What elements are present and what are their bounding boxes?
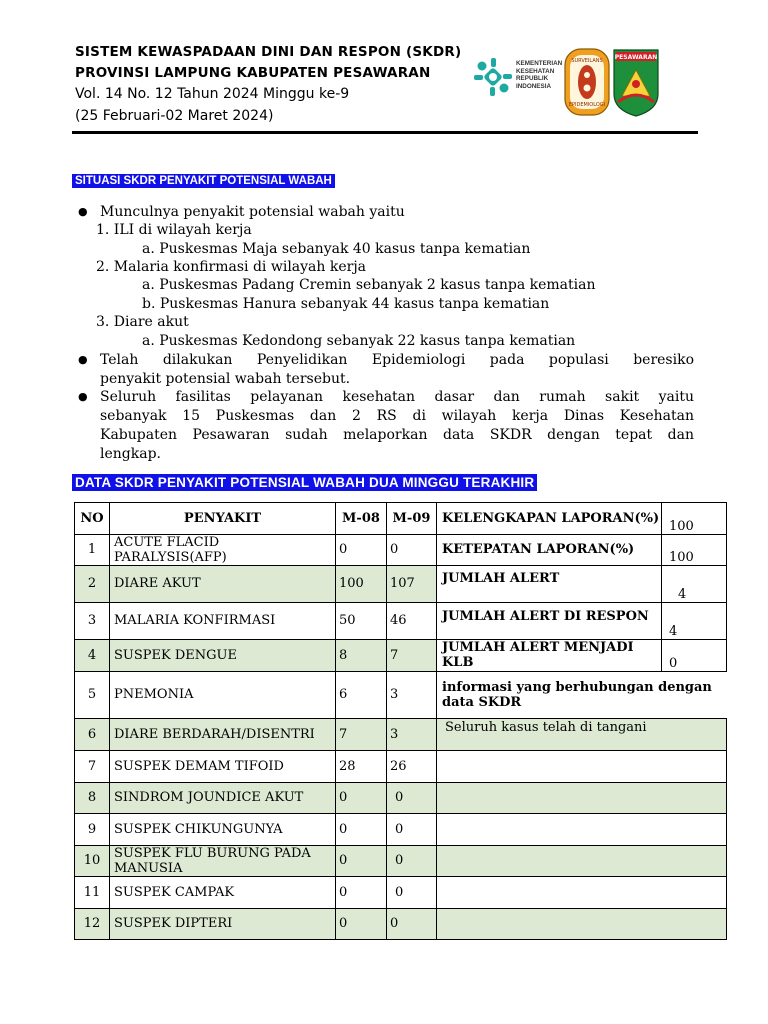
table-row [75, 845, 727, 877]
report-title-line2: PROVINSI LAMPUNG KABUPATEN PESAWARAN [75, 65, 431, 81]
list-item-1: 1. ILI di wilayah kerja [96, 222, 252, 238]
row-no: 4 [75, 640, 110, 672]
row-m08: 0 [336, 877, 387, 909]
row-no: 5 [75, 671, 110, 718]
row-no: 12 [75, 908, 110, 940]
header-rule [72, 131, 698, 134]
row-m08: 50 [336, 602, 387, 640]
table-row [75, 602, 727, 640]
empty-cell [437, 877, 727, 909]
logos [472, 48, 662, 118]
kemenkes-logo [472, 56, 514, 98]
row-no: 2 [75, 566, 110, 603]
row-penyakit: SUSPEK DIPTERI [110, 908, 336, 940]
empty-cell [437, 845, 727, 877]
row-m09: 3 [387, 671, 437, 718]
empty-cell [437, 814, 727, 846]
summary-label: JUMLAH ALERT DI RESPON [437, 602, 662, 640]
row-m08: 0 [336, 782, 387, 814]
table-row [75, 908, 727, 940]
empty-cell [437, 782, 727, 814]
row-penyakit: SUSPEK CAMPAK [110, 877, 336, 909]
row-penyakit: MALARIA KONFIRMASI [110, 602, 336, 640]
table-row [75, 671, 727, 718]
section-title-data: DATA SKDR PENYAKIT POTENSIAL WABAH DUA MINGGU TERAKHIR [72, 474, 537, 491]
bullet-text-1: Munculnya penyakit potensial wabah yaitu [100, 204, 405, 220]
list-item-1a: a. Puskesmas Maja sebanyak 40 kasus tanpa kematian [142, 241, 531, 257]
row-no: 6 [75, 718, 110, 751]
report-volume: Vol. 14 No. 12 Tahun 2024 Minggu ke-9 [75, 86, 350, 102]
summary-value: 100 [662, 534, 727, 566]
row-penyakit: DIARE BERDARAH/DISENTRI [110, 718, 336, 751]
row-m09: 46 [387, 602, 437, 640]
row-no: 3 [75, 602, 110, 640]
table-row [75, 751, 727, 783]
bullet-text-3-line2: sebanyak 15 Puskesmas dan 2 RS di wilayah kerja Dinas Kesehatan [100, 408, 694, 424]
row-m08: 28 [336, 751, 387, 783]
row-m09: 0 [387, 877, 437, 909]
table-row [75, 566, 727, 603]
row-no: 11 [75, 877, 110, 909]
table-row [75, 534, 727, 566]
row-penyakit: SUSPEK DENGUE [110, 640, 336, 672]
summary-label: KETEPATAN LAPORAN(%) [437, 534, 662, 566]
col-header-m08: M-08 [336, 503, 387, 535]
col-header-no: NO [75, 503, 110, 535]
summary-label: JUMLAH ALERT [437, 566, 662, 603]
row-penyakit: DIARE AKUT [110, 566, 336, 603]
col-header-m09: M-09 [387, 503, 437, 535]
summary-value: 0 [662, 640, 727, 672]
row-m09: 26 [387, 751, 437, 783]
svg-text:EPIDEMIOLOGI: EPIDEMIOLOGI [568, 102, 606, 108]
summary-label: KELENGKAPAN LAPORAN(%) [437, 503, 662, 535]
skdr-data-table [74, 502, 727, 940]
empty-cell [437, 751, 727, 783]
row-no: 9 [75, 814, 110, 846]
row-m08: 0 [336, 845, 387, 877]
kemenkes-wordmark: KEMENTERIAN KESEHATAN REPUBLIK INDONESIA [516, 60, 563, 90]
row-no: 1 [75, 534, 110, 566]
row-m08: 6 [336, 671, 387, 718]
report-title-line1: SISTEM KEWASPADAAN DINI DAN RESPON (SKDR) [75, 44, 462, 60]
table-row [75, 814, 727, 846]
empty-cell [437, 908, 727, 940]
row-m09: 3 [387, 718, 437, 751]
row-penyakit: PNEMONIA [110, 671, 336, 718]
bullet-text-2-line2: penyakit potensial wabah tersebut. [100, 371, 351, 387]
row-m09: 107 [387, 566, 437, 603]
section-title-situasi: SITUASI SKDR PENYAKIT POTENSIAL WABAH [72, 174, 335, 188]
table-row [75, 782, 727, 814]
row-no: 8 [75, 782, 110, 814]
svg-text:SURVEILANS: SURVEILANS [571, 58, 603, 64]
list-item-3: 3. Diare akut [96, 314, 189, 330]
bullet-text-3-line3: Kabupaten Pesawaran sudah melaporkan data SKDR dengan tepat dan [100, 427, 694, 443]
surveilans-logo [564, 48, 610, 116]
bullet-text-3-line4: lengkap. [100, 446, 161, 462]
bullet-icon: ● [78, 205, 88, 218]
row-m09: 0 [387, 782, 437, 814]
list-item-2a: a. Puskesmas Padang Cremin sebanyak 2 kasus tanpa kematian [142, 277, 596, 293]
row-no: 7 [75, 751, 110, 783]
row-m08: 0 [336, 908, 387, 940]
row-m08: 8 [336, 640, 387, 672]
row-m08: 7 [336, 718, 387, 751]
row-m09: 0 [387, 908, 437, 940]
info-label: informasi yang berhubungan dengan data SKDR [437, 671, 727, 718]
summary-value: 4 [662, 566, 727, 603]
bullet-text-3-line1: Seluruh fasilitas pelayanan kesehatan dasar dan rumah sakit yaitu [100, 389, 694, 405]
row-penyakit: ACUTE FLACID PARALYSIS(AFP) [110, 534, 336, 566]
table-row [75, 640, 727, 672]
bullet-text-2-line1: Telah dilakukan Penyelidikan Epidemiologi pada populasi beresiko [100, 352, 694, 368]
col-header-penyakit: PENYAKIT [110, 503, 336, 535]
table-row [75, 718, 727, 751]
summary-value: 4 [662, 602, 727, 640]
list-item-2b: b. Puskesmas Hanura sebanyak 44 kasus tanpa kematian [142, 296, 550, 312]
list-item-3a: a. Puskesmas Kedondong sebanyak 22 kasus tanpa kematian [142, 333, 576, 349]
row-penyakit: SUSPEK CHIKUNGUNYA [110, 814, 336, 846]
row-m09: 0 [387, 845, 437, 877]
table-header-row [75, 503, 727, 535]
row-m09: 0 [387, 814, 437, 846]
report-period: (25 Februari-02 Maret 2024) [75, 108, 274, 124]
summary-value: 100 [662, 503, 727, 535]
pesawaran-logo [612, 48, 660, 118]
list-item-2: 2. Malaria konfirmasi di wilayah kerja [96, 259, 367, 275]
row-penyakit: SUSPEK DEMAM TIFOID [110, 751, 336, 783]
summary-label: JUMLAH ALERT MENJADI KLB [437, 640, 662, 672]
row-no: 10 [75, 845, 110, 877]
row-m09: 0 [387, 534, 437, 566]
row-m09: 7 [387, 640, 437, 672]
row-m08: 100 [336, 566, 387, 603]
row-m08: 0 [336, 814, 387, 846]
bullet-icon: ● [78, 390, 88, 403]
info-text: Seluruh kasus telah di tangani [437, 718, 727, 751]
bullet-icon: ● [78, 353, 88, 366]
row-penyakit: SUSPEK FLU BURUNG PADA MANUSIA [110, 845, 336, 877]
row-m08: 0 [336, 534, 387, 566]
table-row [75, 877, 727, 909]
svg-text:PESAWARAN: PESAWARAN [614, 54, 658, 61]
row-penyakit: SINDROM JOUNDICE AKUT [110, 782, 336, 814]
